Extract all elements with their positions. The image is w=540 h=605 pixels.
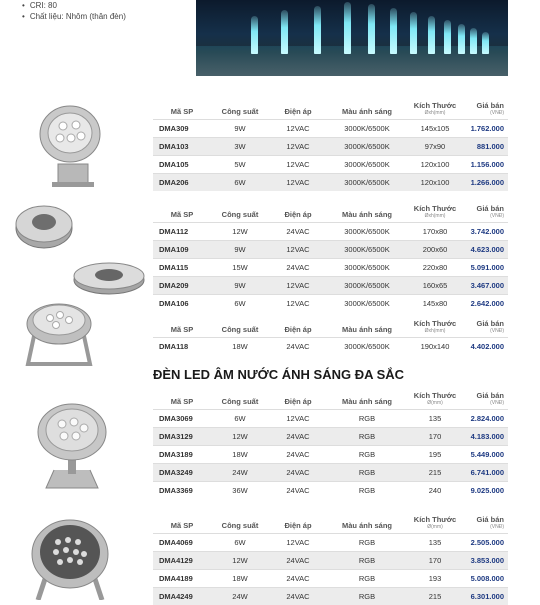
header-color: Màu ánh sáng [327,312,407,338]
cell-color: 3000K/6500K [327,223,407,241]
cell-voltage: 24VAC [269,338,327,356]
cell-size: 145x80 [407,295,463,313]
cell-price: 4.183.000 [463,428,508,446]
cell-color: 3000K/6500K [327,277,407,295]
header-size: Kích Thước Øxh(mm) [407,94,463,120]
cell-color: RGB [327,410,407,428]
cell-color: 3000K/6500K [327,241,407,259]
cell-size: 160x65 [407,277,463,295]
cell-size: 215 [407,464,463,482]
cell-code: DMA3369 [153,482,211,500]
cell-price: 3.742.000 [463,223,508,241]
cell-price: 5.091.000 [463,259,508,277]
cell-code: DMA103 [153,138,211,156]
cell-price: 6.301.000 [463,588,508,605]
table-row [153,120,508,138]
cell-power: 9W [211,277,269,295]
cell-color: RGB [327,482,407,500]
lamp-image-dma109 [72,254,146,298]
cell-power: 24W [211,464,269,482]
table-row [153,446,508,464]
header-color: Màu ánh sáng [327,197,407,223]
cell-code: DMA4249 [153,588,211,605]
price-table-1 [153,94,508,191]
cell-power: 6W [211,295,269,313]
table-row [153,156,508,174]
cell-power: 12W [211,223,269,241]
spec-cri: • CRI: 80 [22,0,126,11]
price-table-3 [153,312,508,355]
cell-price: 1.266.000 [463,174,508,192]
cell-code: DMA118 [153,338,211,356]
cell-size: 215 [407,588,463,605]
cell-size: 135 [407,534,463,552]
header-price: Giá bán (VNĐ) [463,508,508,534]
cell-power: 6W [211,410,269,428]
cell-color: RGB [327,552,407,570]
cell-size: 190x140 [407,338,463,356]
header-color: Màu ánh sáng [327,508,407,534]
header-voltage: Điện áp [269,197,327,223]
cell-power: 18W [211,338,269,356]
header-color: Màu ánh sáng [327,384,407,410]
cell-price: 5.449.000 [463,446,508,464]
cell-price: 1.156.000 [463,156,508,174]
table-header [153,384,508,410]
cell-power: 6W [211,174,269,192]
cell-price: 4.623.000 [463,241,508,259]
cell-power: 9W [211,241,269,259]
cell-code: DMA115 [153,259,211,277]
cell-size: 120x100 [407,156,463,174]
header-code: Mã SP [153,384,211,410]
cell-color: 3000K/6500K [327,156,407,174]
lamp-image-dma112 [14,198,74,254]
cell-color: 3000K/6500K [327,120,407,138]
header-voltage: Điện áp [269,384,327,410]
table-row [153,259,508,277]
cell-color: RGB [327,588,407,605]
cell-voltage: 24VAC [269,223,327,241]
cell-voltage: 12VAC [269,410,327,428]
cell-color: 3000K/6500K [327,174,407,192]
header-code: Mã SP [153,508,211,534]
cell-power: 9W [211,120,269,138]
table-row [153,138,508,156]
cell-size: 170 [407,552,463,570]
cell-price: 4.402.000 [463,338,508,356]
cell-voltage: 24VAC [269,570,327,588]
cell-voltage: 12VAC [269,241,327,259]
cell-voltage: 24VAC [269,552,327,570]
header-code: Mã SP [153,312,211,338]
cell-code: DMA3069 [153,410,211,428]
cell-power: 12W [211,428,269,446]
cell-price: 2.642.000 [463,295,508,313]
cell-size: 193 [407,570,463,588]
cell-power: 18W [211,446,269,464]
cell-price: 3.467.000 [463,277,508,295]
header-power: Công suất [211,197,269,223]
cell-code: DMA112 [153,223,211,241]
header-size: Kích Thước Ø(mm) [407,508,463,534]
cell-size: 195 [407,446,463,464]
cell-voltage: 12VAC [269,277,327,295]
table-header [153,312,508,338]
cell-code: DMA4129 [153,552,211,570]
cell-code: DMA209 [153,277,211,295]
header-code: Mã SP [153,94,211,120]
table-row [153,588,508,605]
cell-code: DMA3249 [153,464,211,482]
cell-price: 881.000 [463,138,508,156]
cell-color: 3000K/6500K [327,338,407,356]
lamp-image-dma118 [24,300,94,370]
header-voltage: Điện áp [269,508,327,534]
cell-price: 9.025.000 [463,482,508,500]
header-color: Màu ánh sáng [327,94,407,120]
cell-voltage: 12VAC [269,138,327,156]
table-row [153,482,508,500]
header-power: Công suất [211,312,269,338]
price-table-2 [153,197,508,312]
cell-color: RGB [327,534,407,552]
section-title: ĐÈN LED ÂM NƯỚC ÁNH SÁNG ĐA SẮC [153,367,404,382]
table-header [153,197,508,223]
cell-power: 3W [211,138,269,156]
cell-voltage: 12VAC [269,534,327,552]
cell-price: 3.853.000 [463,552,508,570]
header-power: Công suất [211,384,269,410]
cell-color: 3000K/6500K [327,295,407,313]
price-table-4 [153,384,508,499]
cell-color: 3000K/6500K [327,259,407,277]
cell-color: RGB [327,428,407,446]
header-price: Giá bán (VNĐ) [463,312,508,338]
cell-voltage: 24VAC [269,588,327,605]
cell-price: 2.824.000 [463,410,508,428]
cell-size: 220x80 [407,259,463,277]
cell-power: 5W [211,156,269,174]
cell-voltage: 24VAC [269,482,327,500]
cell-voltage: 24VAC [269,446,327,464]
cell-color: RGB [327,570,407,588]
cell-code: DMA3129 [153,428,211,446]
table-header [153,508,508,534]
cell-code: DMA4069 [153,534,211,552]
header-price: Giá bán (VNĐ) [463,197,508,223]
header-price: Giá bán (VNĐ) [463,94,508,120]
cell-voltage: 24VAC [269,428,327,446]
cell-voltage: 24VAC [269,464,327,482]
cell-code: DMA309 [153,120,211,138]
table-header [153,94,508,120]
cell-size: 145x105 [407,120,463,138]
header-voltage: Điện áp [269,312,327,338]
lamp-image-dma4069 [28,514,112,600]
cell-size: 170 [407,428,463,446]
cell-power: 36W [211,482,269,500]
lamp-image-dma309 [38,98,108,190]
cell-power: 6W [211,534,269,552]
price-table-5 [153,508,508,605]
header-size: Kích Thước Ø(mm) [407,384,463,410]
cell-price: 5.008.000 [463,570,508,588]
table-row [153,464,508,482]
cell-voltage: 12VAC [269,295,327,313]
cell-price: 2.505.000 [463,534,508,552]
lamp-image-dma3069 [34,400,110,492]
header-code: Mã SP [153,197,211,223]
fountain-photo [196,0,508,76]
cell-power: 15W [211,259,269,277]
cell-size: 120x100 [407,174,463,192]
cell-price: 6.741.000 [463,464,508,482]
cell-size: 240 [407,482,463,500]
table-row [153,223,508,241]
cell-code: DMA206 [153,174,211,192]
cell-voltage: 12VAC [269,156,327,174]
header-power: Công suất [211,94,269,120]
cell-power: 24W [211,588,269,605]
cell-power: 12W [211,552,269,570]
table-row [153,570,508,588]
table-row [153,295,508,313]
spec-material: • Chất liệu: Nhôm (thân đèn) [22,11,126,22]
spec-list [22,0,126,22]
table-row [153,241,508,259]
cell-code: DMA109 [153,241,211,259]
cell-code: DMA105 [153,156,211,174]
cell-price: 1.762.000 [463,120,508,138]
table-row [153,410,508,428]
header-size: Kích Thước Øxh(mm) [407,197,463,223]
cell-power: 18W [211,570,269,588]
cell-color: RGB [327,464,407,482]
cell-size: 135 [407,410,463,428]
cell-size: 170x80 [407,223,463,241]
cell-code: DMA3189 [153,446,211,464]
header-price: Giá bán (VNĐ) [463,384,508,410]
cell-voltage: 12VAC [269,120,327,138]
cell-size: 200x60 [407,241,463,259]
cell-color: RGB [327,446,407,464]
cell-code: DMA4189 [153,570,211,588]
table-row [153,534,508,552]
table-row [153,428,508,446]
table-row [153,338,508,356]
header-power: Công suất [211,508,269,534]
cell-size: 97x90 [407,138,463,156]
cell-color: 3000K/6500K [327,138,407,156]
header-size: Kích Thước Øxh(mm) [407,312,463,338]
cell-code: DMA106 [153,295,211,313]
header-voltage: Điện áp [269,94,327,120]
cell-voltage: 24VAC [269,259,327,277]
table-row [153,277,508,295]
cell-voltage: 12VAC [269,174,327,192]
table-row [153,174,508,192]
table-row [153,552,508,570]
